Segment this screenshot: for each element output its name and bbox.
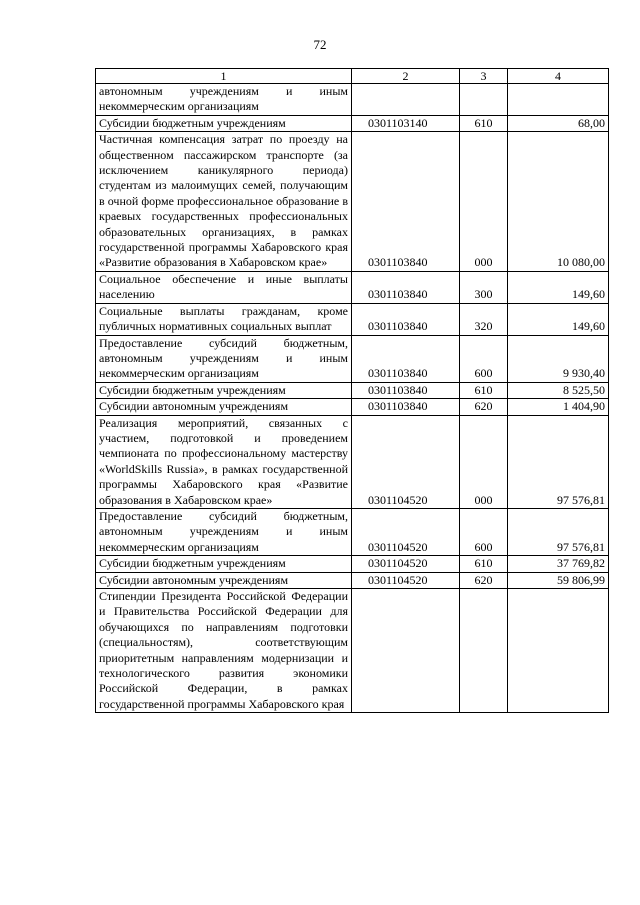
row-vr-cell: 600 bbox=[460, 508, 508, 555]
row-sum-cell: 9 930,40 bbox=[508, 335, 609, 382]
table-row bbox=[96, 132, 609, 272]
row-vr-cell: 620 bbox=[460, 399, 508, 415]
table-row bbox=[96, 572, 609, 588]
row-vr-cell: 600 bbox=[460, 335, 508, 382]
page-number: 72 bbox=[313, 37, 327, 52]
row-name-cell: Стипендии Президента Российской Федерации и Правительства Российской Федерации для обучающихся по направлениям подготовки (специальностям), соответствующим приоритетным направлениям модернизации и технологического развития экономики Российской Федерации, в рамках государственной программы Хабаровского края bbox=[96, 589, 352, 713]
table-row bbox=[96, 271, 609, 303]
table-row bbox=[96, 589, 609, 713]
row-sum-cell: 1 404,90 bbox=[508, 399, 609, 415]
table-row bbox=[96, 335, 609, 382]
table-row bbox=[96, 382, 609, 398]
row-name-cell: Предоставление субсидий бюджетным, автономным учреждениям и иным некоммерческим организациям bbox=[96, 508, 352, 555]
row-name-cell: Субсидии бюджетным учреждениям bbox=[96, 115, 352, 131]
row-vr-cell bbox=[460, 84, 508, 116]
budget-table bbox=[95, 68, 609, 713]
row-name-cell: Предоставление субсидий бюджетным, автономным учреждениям и иным некоммерческим организациям bbox=[96, 335, 352, 382]
header-cell-sum: 4 bbox=[508, 69, 609, 84]
row-sum-cell: 68,00 bbox=[508, 115, 609, 131]
row-code-cell: 0301103840 bbox=[352, 399, 460, 415]
row-name-cell: Социальные выплаты гражданам, кроме публичных нормативных социальных выплат bbox=[96, 303, 352, 335]
row-code-cell: 0301103840 bbox=[352, 303, 460, 335]
row-sum-cell bbox=[508, 84, 609, 116]
header-cell-name: 1 bbox=[96, 69, 352, 84]
row-vr-cell: 000 bbox=[460, 132, 508, 272]
header-cell-code: 2 bbox=[352, 69, 460, 84]
row-name-cell: Субсидии бюджетным учреждениям bbox=[96, 556, 352, 572]
table-row bbox=[96, 303, 609, 335]
row-vr-cell: 610 bbox=[460, 115, 508, 131]
row-code-cell: 0301104520 bbox=[352, 508, 460, 555]
row-name-cell: Частичная компенсация затрат по проезду на общественном пассажирском транспорте (за исключением каникулярного периода) студентам из малоимущих семей, получающим в очной форме профессиональное образование в краевых государственных профессиональных образовательных организациях, в рамках государственной программы Хабаровского края «Развитие образования в Хабаровском крае» bbox=[96, 132, 352, 272]
row-sum-cell: 97 576,81 bbox=[508, 508, 609, 555]
row-code-cell: 0301103140 bbox=[352, 115, 460, 131]
row-name-cell: Субсидии автономным учреждениям bbox=[96, 572, 352, 588]
row-name-cell: Социальное обеспечение и иные выплаты населению bbox=[96, 271, 352, 303]
row-code-cell bbox=[352, 589, 460, 713]
row-code-cell: 0301104520 bbox=[352, 572, 460, 588]
table-header-row bbox=[96, 69, 609, 84]
row-code-cell bbox=[352, 84, 460, 116]
row-vr-cell: 320 bbox=[460, 303, 508, 335]
row-name-cell: Реализация мероприятий, связанных с участием, подготовкой и проведением чемпионата по профессиональному мастерству «WorldSkills Russia», в рамках государственной программы Хабаровского края «Развитие образования в Хабаровском крае» bbox=[96, 415, 352, 508]
row-vr-cell: 620 bbox=[460, 572, 508, 588]
row-code-cell: 0301104520 bbox=[352, 556, 460, 572]
row-vr-cell bbox=[460, 589, 508, 713]
row-sum-cell: 149,60 bbox=[508, 271, 609, 303]
row-sum-cell: 10 080,00 bbox=[508, 132, 609, 272]
row-vr-cell: 610 bbox=[460, 382, 508, 398]
row-sum-cell: 8 525,50 bbox=[508, 382, 609, 398]
row-sum-cell bbox=[508, 589, 609, 713]
table-row bbox=[96, 399, 609, 415]
table-row bbox=[96, 508, 609, 555]
table-row bbox=[96, 556, 609, 572]
row-vr-cell: 610 bbox=[460, 556, 508, 572]
row-code-cell: 0301103840 bbox=[352, 382, 460, 398]
row-sum-cell: 37 769,82 bbox=[508, 556, 609, 572]
table-row bbox=[96, 115, 609, 131]
row-name-cell: Субсидии бюджетным учреждениям bbox=[96, 382, 352, 398]
row-code-cell: 0301104520 bbox=[352, 415, 460, 508]
table-body bbox=[96, 84, 609, 713]
row-vr-cell: 000 bbox=[460, 415, 508, 508]
row-code-cell: 0301103840 bbox=[352, 271, 460, 303]
row-name-cell: Субсидии автономным учреждениям bbox=[96, 399, 352, 415]
header-cell-vr: 3 bbox=[460, 69, 508, 84]
table-row bbox=[96, 415, 609, 508]
table-row bbox=[96, 84, 609, 116]
row-sum-cell: 97 576,81 bbox=[508, 415, 609, 508]
row-sum-cell: 59 806,99 bbox=[508, 572, 609, 588]
row-name-cell: автономным учреждениям и иным некоммерческим организациям bbox=[96, 84, 352, 116]
row-code-cell: 0301103840 bbox=[352, 132, 460, 272]
row-code-cell: 0301103840 bbox=[352, 335, 460, 382]
row-sum-cell: 149,60 bbox=[508, 303, 609, 335]
row-vr-cell: 300 bbox=[460, 271, 508, 303]
